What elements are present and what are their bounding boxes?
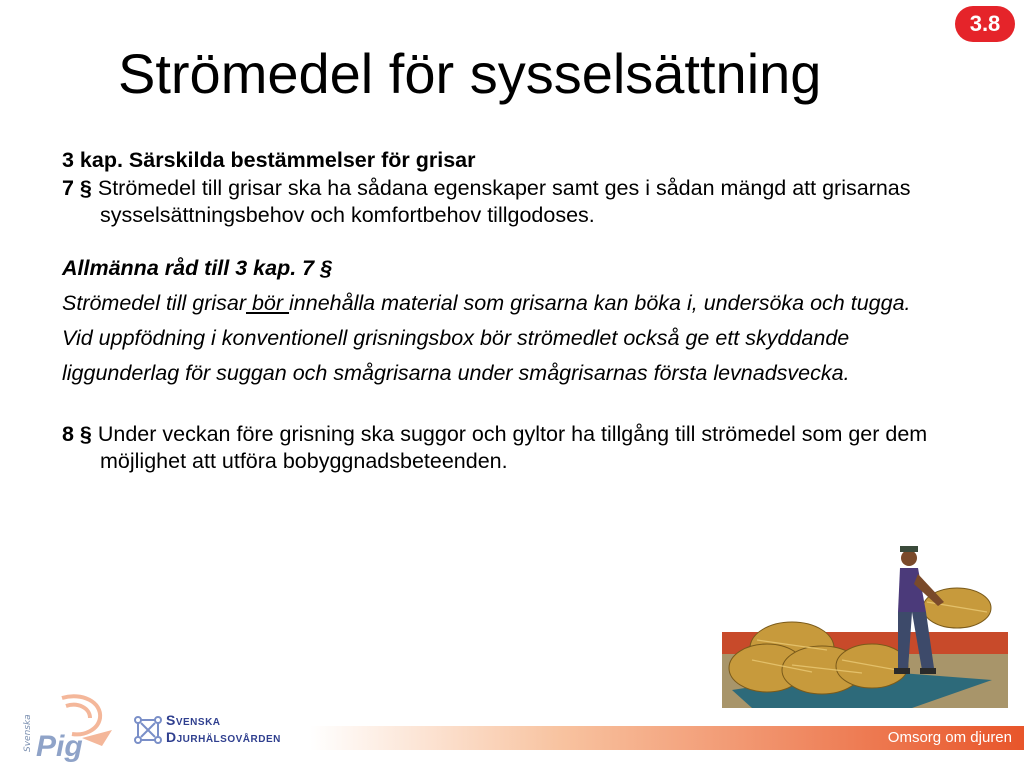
advice-text-after: innehålla material som grisarna kan böka i, undersöka och tugga. Vid uppfödning i konventionell grisningsbox bör strömedlet också ge ett skyddande liggunderlag för suggan och smågrisarna under smågrisarnas första levnadsvecka. <box>62 291 911 385</box>
slide-number-badge: 3.8 <box>955 6 1015 42</box>
sva-logo <box>133 712 313 752</box>
paragraph-7 <box>62 175 942 229</box>
farmer-straw-illustration <box>712 540 1008 708</box>
paragraph-8-text: Under veckan före grisning ska suggor och gyltor ha tillgång till strömedel som ger dem möjlighet att utföra bobyggnadsbeteenden. <box>91 422 928 473</box>
pig-logo-text: Pig <box>36 730 83 762</box>
footer-bar <box>310 726 1024 750</box>
paragraph-8-number: 8 § <box>62 422 92 446</box>
paragraph-8 <box>62 421 940 475</box>
sva-logo-line1: Svenska <box>166 712 221 728</box>
footer-text: Omsorg om djuren <box>887 729 1012 746</box>
sva-logo-line2: Djurhälsovården <box>166 729 281 745</box>
paragraph-7-number: 7 § <box>62 176 92 200</box>
advice-text-underlined: bör <box>246 291 290 315</box>
sva-logo-text <box>166 712 281 746</box>
slide-title: Strömedel för sysselsättning <box>118 42 822 105</box>
advice-text-before: Strömedel till grisar <box>62 291 246 315</box>
section-heading: 3 kap. Särskilda bestämmelser för grisar <box>62 148 476 172</box>
slide-content <box>62 145 942 475</box>
pig-logo-small-text: Svenska <box>23 714 33 752</box>
advice-text <box>62 286 942 391</box>
paragraph-7-text: Strömedel till grisar ska ha sådana egenskaper samt ges i sådan mängd att grisarnas sysselsättningsbehov och komfortbehov tillgodoses. <box>91 176 911 227</box>
sva-logo-icon <box>133 712 163 746</box>
pig-logo <box>22 690 122 762</box>
advice-heading: Allmänna råd till 3 kap. 7 § <box>62 256 333 280</box>
